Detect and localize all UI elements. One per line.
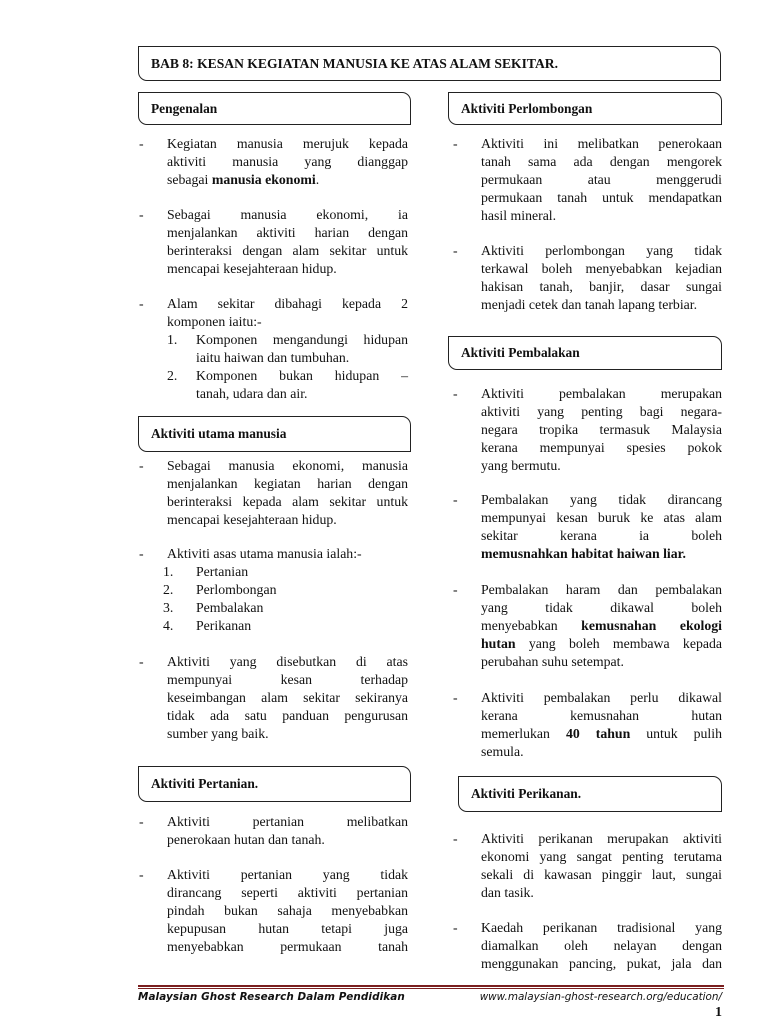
- text-line: sekali di kawasan pinggir laut, sungai: [481, 867, 722, 882]
- bold-term: 40 tahun: [565, 726, 631, 741]
- section-title: Pengenalan: [151, 100, 218, 116]
- text-line: mencapai kesejahteraan hidup.: [167, 512, 337, 527]
- text-line: menjalankan kegiatan harian dengan: [167, 476, 408, 491]
- list-number: 1.: [163, 564, 174, 579]
- text-line: Aktiviti pembalakan perlu dikawal: [481, 690, 722, 705]
- text-line: kerana kemusnahan hutan: [481, 708, 722, 723]
- text-line: memerlukan 40 tahun untuk pulih: [481, 726, 722, 741]
- section-header-perikanan: [458, 776, 722, 812]
- text-line: tidak ada satu panduan pengurusan: [167, 708, 408, 723]
- section-title: Aktiviti Pertanian.: [151, 776, 259, 791]
- text-line: Kegiatan manusia merujuk kepada: [167, 136, 408, 151]
- text-line: penerokaan hutan dan tanah.: [167, 832, 325, 847]
- bullet-dash: -: [453, 136, 458, 151]
- list-number: 2.: [167, 368, 178, 383]
- text-line: permukaan tanah untuk mendapatkan: [481, 190, 722, 205]
- text-line: aktiviti manusia yang dianggap: [167, 154, 408, 169]
- text-line: Sebagai manusia ekonomi, ia: [167, 207, 408, 222]
- bullet-dash: -: [453, 690, 458, 705]
- perikanan-para-2: [453, 919, 722, 973]
- bullet-dash: -: [139, 458, 144, 473]
- bullet-dash: -: [139, 654, 144, 669]
- pertanian-para-2: [139, 866, 408, 956]
- text-line: terkawal boleh menyebabkan kejadian: [481, 261, 722, 276]
- text-line: Aktiviti asas utama manusia ialah:-: [167, 546, 362, 561]
- text-line: iaitu haiwan dan tumbuhan.: [196, 350, 350, 365]
- text-line: keseimbangan alam sekitar sekiranya: [167, 690, 408, 705]
- text-line: sebagai manusia ekonomi.: [167, 172, 320, 187]
- text-line: menyebabkan kemusnahan ekologi: [481, 618, 722, 633]
- footer-url: www.malaysian-ghost-research.org/education/: [479, 991, 722, 1003]
- text-line: hasil mineral.: [481, 208, 557, 223]
- pertanian-para-1: [139, 813, 408, 849]
- text-line: mempunyai kesan buruk ke atas alam: [481, 510, 722, 525]
- text-line: diamalkan oleh nelayan dengan: [481, 938, 722, 953]
- chapter-title-box: [138, 46, 721, 81]
- text-line: Aktiviti perikanan merupakan aktiviti: [481, 831, 722, 846]
- text-line: Alam sekitar dibahagi kepada 2: [167, 296, 408, 311]
- list-number: 3.: [163, 600, 174, 615]
- list-text: Perlombongan: [196, 582, 277, 597]
- text-line: ekonomi yang sangat penting terutama: [481, 849, 722, 864]
- text-line: Pembalakan yang tidak dirancang: [481, 492, 722, 507]
- bullet-dash: -: [139, 296, 144, 311]
- text-line: hutan yang boleh membawa kepada: [481, 636, 722, 651]
- bullet-dash: -: [139, 207, 144, 222]
- chapter-title: BAB 8: KESAN KEGIATAN MANUSIA KE ATAS ALAM SEKITAR.: [151, 55, 558, 71]
- bullet-dash: -: [453, 243, 458, 258]
- bullet-dash: -: [453, 920, 458, 935]
- footer-rule: [138, 988, 724, 989]
- section-title: Aktiviti Perlombongan: [461, 100, 593, 116]
- utama-para-3: [139, 653, 408, 743]
- list-text: Pembalakan: [196, 600, 264, 615]
- footer-publisher: Malaysian Ghost Research Dalam Pendidikan: [138, 991, 405, 1003]
- section-title: Aktiviti Perikanan.: [471, 786, 582, 801]
- perlombongan-para-1: [453, 135, 722, 225]
- list-text: Pertanian: [196, 564, 249, 579]
- bold-term: manusia ekonomi: [211, 172, 316, 187]
- list-number: 4.: [163, 618, 174, 633]
- text-line: Sebagai manusia ekonomi, manusia: [167, 458, 408, 473]
- pengenalan-para-3: [139, 295, 408, 331]
- section-header-pembalakan: [448, 336, 722, 370]
- bullet-dash: -: [453, 386, 458, 401]
- text-line: kerana mempunyai spesies pokok: [481, 440, 722, 455]
- text-line: dirancang seperti aktiviti pertanian: [167, 885, 408, 900]
- footer-rule: [138, 985, 724, 987]
- text-line: hakisan tanah, banjir, dasar sungai: [481, 279, 722, 294]
- text-line: Aktiviti perlombongan yang tidak: [481, 243, 722, 258]
- text-line: menjalankan aktiviti harian dengan: [167, 225, 408, 240]
- text-line: yang bermutu.: [481, 458, 561, 473]
- text-line: menggunakan pancing, pukat, jala dan: [481, 956, 722, 971]
- text-line: Aktiviti yang disebutkan di atas: [167, 654, 408, 669]
- text-line: aktiviti yang penting bagi negara-: [481, 404, 722, 419]
- text-line: Kaedah perikanan tradisional yang: [481, 920, 722, 935]
- bold-term: kemusnahan ekologi: [581, 618, 722, 633]
- text-line: Pembalakan haram dan pembalakan: [481, 582, 722, 597]
- text-line: negara tropika termasuk Malaysia: [481, 422, 722, 437]
- text-line: tanah sama ada dengan mengorek: [481, 154, 722, 169]
- pembalakan-para-1: [453, 385, 722, 475]
- text-line: mempunyai kesan terhadap: [167, 672, 408, 687]
- text-line: permukaan atau menggerudi: [481, 172, 722, 187]
- section-title: Aktiviti utama manusia: [151, 426, 287, 441]
- text-line: sumber yang baik.: [167, 726, 269, 741]
- utama-list: [163, 563, 404, 635]
- text-line: [481, 545, 722, 563]
- bullet-dash: -: [453, 492, 458, 507]
- section-header-pengenalan: [138, 92, 411, 125]
- utama-para-2: [139, 545, 408, 563]
- text-line: kepupusan hutan tetapi juga: [167, 921, 408, 936]
- pengenalan-para-2: [139, 206, 408, 278]
- bold-term: hutan: [481, 636, 516, 651]
- text-line: berinteraksi dengan alam sekitar untuk: [167, 243, 408, 258]
- text-line: perubahan suhu setempat.: [481, 654, 624, 669]
- pembalakan-para-2: [453, 491, 722, 563]
- bullet-dash: -: [139, 546, 144, 561]
- pembalakan-para-3: [453, 581, 722, 671]
- bold-term: memusnahkan habitat haiwan liar.: [481, 546, 686, 561]
- pembalakan-para-4: [453, 689, 722, 761]
- pengenalan-para-1: [139, 135, 408, 189]
- text-line: yang tidak dikawal boleh: [481, 600, 722, 615]
- bullet-dash: -: [139, 867, 144, 882]
- text-line: Komponen mengandungi hidupan: [196, 332, 408, 347]
- section-header-perlombongan: [448, 92, 722, 125]
- text-line: Komponen bukan hidupan –: [196, 368, 408, 383]
- text-line: sekitar kerana ia boleh: [481, 528, 722, 543]
- text-line: Aktiviti pembalakan merupakan: [481, 386, 722, 401]
- list-number: 1.: [167, 332, 178, 347]
- text-line: dan tasik.: [481, 885, 534, 900]
- bullet-dash: -: [453, 582, 458, 597]
- text-line: mencapai kesejahteraan hidup.: [167, 261, 337, 276]
- section-title: Aktiviti Pembalakan: [461, 345, 580, 360]
- utama-para-1: [139, 457, 408, 529]
- text-line: menyebabkan permukaan tanah: [167, 939, 408, 954]
- perikanan-para-1: [453, 830, 722, 902]
- text-line: pindah bukan sahaja menyebabkan: [167, 903, 408, 918]
- list-number: 2.: [163, 582, 174, 597]
- section-header-pertanian: [138, 766, 411, 802]
- bullet-dash: -: [139, 814, 144, 829]
- page-number: 1: [715, 1005, 722, 1020]
- bullet-dash: -: [453, 831, 458, 846]
- text-line: berinteraksi kepada alam sekitar untuk: [167, 494, 408, 509]
- text-line: Aktiviti ini melibatkan penerokaan: [481, 136, 722, 151]
- text-line: menjadi cetek dan tanah lapang terbiar.: [481, 297, 698, 312]
- perlombongan-para-2: [453, 242, 722, 314]
- list-text: Perikanan: [196, 618, 252, 633]
- text-line: tanah, udara dan air.: [196, 386, 308, 401]
- text-line: semula.: [481, 744, 524, 759]
- bullet-dash: -: [139, 136, 144, 151]
- text-line: komponen iaitu:-: [167, 314, 262, 329]
- text-line: Aktiviti pertanian yang tidak: [167, 867, 408, 882]
- section-header-utama: [138, 416, 411, 452]
- text-line: Aktiviti pertanian melibatkan: [167, 814, 408, 829]
